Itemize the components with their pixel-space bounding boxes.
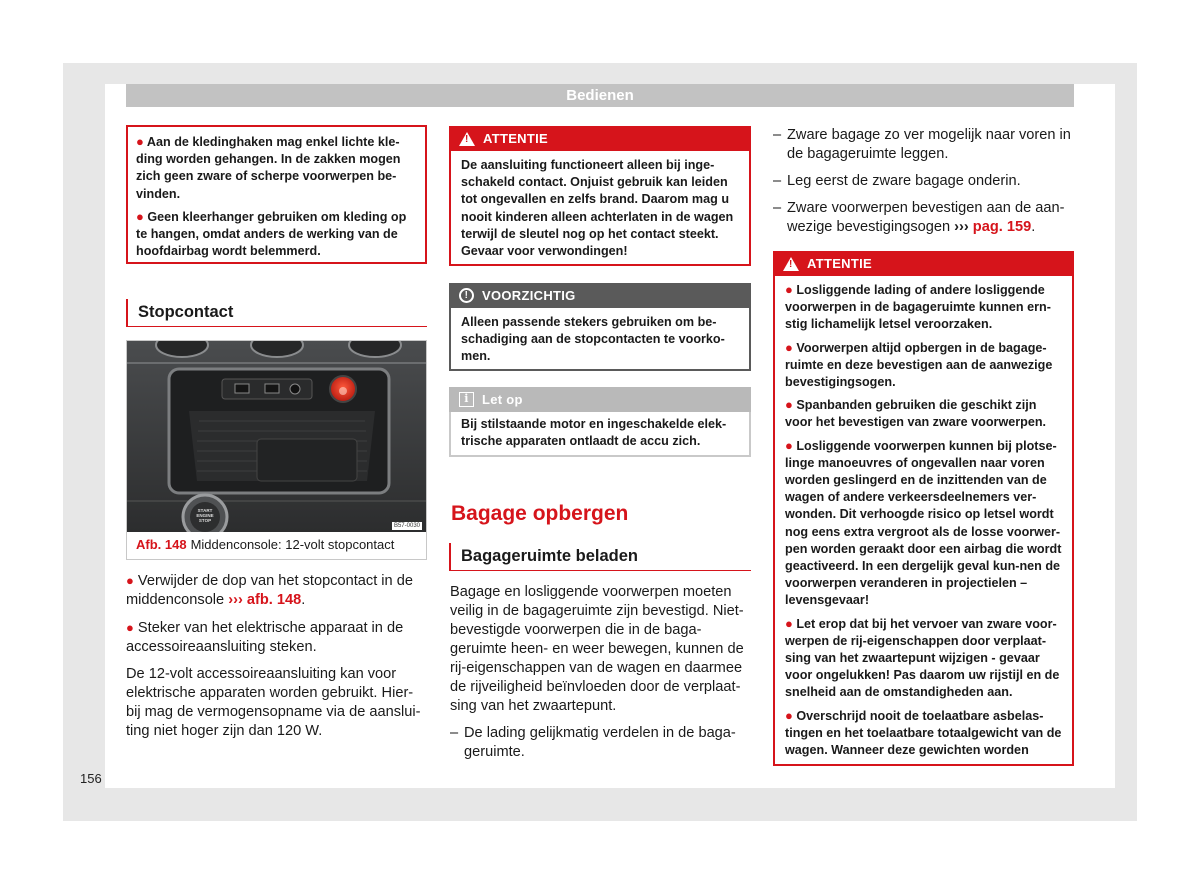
figure-label: Afb. 148 [136,537,187,552]
bullet-item: ● Overschrijd nooit de toelaatbare asbelas-tingen en het toelaatbare totaalgewicht van de wagen. Wanneer deze gewichten worden [785,707,1062,758]
attentie-body: De aansluiting functioneert alleen bij inge-schakeld contact. Onjuist gebruik kan leiden tot ongevallen en zelfs brand. Daarom mag u nooit kinderen alleen achterlaten in de wagen terwijl de sleutel nog op het contact steekt. Gevaar voor verwondingen! [461,158,734,259]
letop-box [449,387,751,457]
console-illustration [127,341,426,532]
bullet-dot-icon: ● [126,620,134,635]
bagage-dash-list [773,126,1074,237]
attentie-box-bagage [773,251,1074,766]
dash-marker: – [773,200,782,216]
warning-continuation-box [126,125,427,264]
bullet-dot-icon: ● [785,615,793,631]
body-paragraph: Bagage en losliggende voorwerpen moeten veilig in de bagageruimte zijn bevestigd. Niet-bevestigde voorwerpen die in de baga-geruimte heen- en weer bewegen, kunnen de rij-eigenschappen van de wagen en daarmee de rijveiligheid beïnvloeden door de verplaat-sing van het zwaartepunt. [450,584,744,714]
dash-item: – Leg eerst de zware bagage onderin. [773,173,1021,189]
bullet-item: ● Voorwerpen altijd opbergen in de bagage-ruimte en deze bevestigen aan de aanwezige bevestigingsogen. [785,339,1053,390]
page-reference-link[interactable]: ››› pag. 159 [954,219,1032,235]
page-number: 156 [80,771,102,786]
console-photo [127,341,426,532]
body-paragraph: De 12-volt accessoireaansluiting kan voor elektrische apparaten worden gebruikt. Hier-bij mag de vermogensopname via de aanslui-ting niet hoger zijn dan 120 W. [126,666,421,739]
bullet-item: ● Let erop dat bij het vervoer van zware voor-werpen de rij-eigenschappen door verplaat-sing van het zwaartepunt wijzigen - gevaar voor ongelukken! Pas daarom uw rijstijl en de snelheid aan de omstandigheden aan. [785,615,1060,700]
section-title-bagageruimte: Bagageruimte beladen [449,543,751,571]
attentie-box [449,126,751,266]
attentie-body [775,276,1072,765]
caution-circle-icon: ! [459,288,474,303]
bullet-item: ● Losliggende lading of andere losliggende voorwerpen in de bagageruimte kunnen ern-stig lichamelijk letsel veroorzaken. [785,282,1051,332]
step-item: ● Verwijder de dop van het stopcontact in de middenconsole ››› afb. 148. [126,573,413,608]
bullet-dot-icon: ● [785,437,793,453]
running-header: Bedienen [126,84,1074,107]
stopcontact-steps [126,571,427,749]
info-square-icon: i [459,392,474,407]
figure-caption-text: Middenconsole: 12-volt stopcontact [190,537,395,552]
warning-triangle-icon [783,257,799,271]
letop-header: i Let op [449,387,751,412]
chapter-title: Bagage opbergen [451,502,629,525]
figure-caption [136,537,394,553]
dash-item: – Zware voorwerpen bevestigen aan de aan-wezige bevestigingsogen ››› pag. 159. [773,200,1065,235]
bullet-item: ● Losliggende voorwerpen kunnen bij plotse-linge manoeuvres of ongevallen naar voren worden geslingerd en de inzittenden van de wagen of andere verkeersdeelnemers ver-wonden. Dit verhoogde risico op letsel wordt nog eens extra vergroot als de losse voorwer-pen worden geraakt door een airbag die wordt geactiveerd. In een dergelijk geval kun-nen de voorwerpen veranderen in projectielen – levensgevaar! [785,437,1062,608]
dash-item: – Zware bagage zo ver mogelijk naar voren in de bagageruimte leggen. [773,127,1071,162]
bagage-text [450,583,750,762]
bullet-item: ● Geen kleerhanger gebruiken om kleding op te hangen, omdat anders de werking van de hoofdairbag wordt belemmerd. [136,208,407,259]
bullet-dot-icon: ● [136,208,144,224]
bullet-dot-icon: ● [126,573,134,588]
bullet-dot-icon: ● [785,339,793,355]
letop-body: Bij stilstaande motor en ingeschakelde elek-trische apparaten ontlaadt de accu zich. [461,417,727,449]
figure-148 [126,340,427,560]
reference-arrow-icon: ››› [954,219,969,235]
figure-code: B57-0030 [393,523,420,529]
bullet-dot-icon: ● [136,134,144,149]
step-item: ● Steker van het elektrische apparaat in de accessoireaansluiting steken. [126,620,404,655]
dash-marker: – [773,173,782,189]
voorzichtig-body: Alleen passende stekers gebruiken om be-schadiging aan de stopcontacten te voorko-men. [461,315,725,364]
bullet-dot-icon: ● [785,397,793,413]
figure-reference-link[interactable]: ››› afb. 148 [228,592,302,608]
bullet-dot-icon: ● [785,282,793,297]
reference-arrow-icon: ››› [228,592,243,608]
dash-item: – De lading gelijkmatig verdelen in de baga-geruimte. [450,725,736,760]
bullet-item: ● Aan de kledinghaken mag enkel lichte kle-ding worden gehangen. In de zakken mogen zich geen zware of scherpe voorwerpen be-vinden. [136,134,401,201]
start-button-label: START ENGINE STOP [196,508,214,523]
voorzichtig-box [449,283,751,371]
warning-triangle-icon [459,132,475,146]
voorzichtig-header: ! VOORZICHTIG [449,283,751,308]
dash-marker: – [773,127,782,143]
section-title-stopcontact: Stopcontact [126,299,427,327]
attentie-header: ! ATTENTIE [449,126,751,151]
dash-marker: – [450,725,459,741]
attentie-header: ! ATTENTIE [773,251,1074,276]
bullet-item: ● Spanbanden gebruiken die geschikt zijn voor het bevestigen van zware voorwerpen. [785,397,1047,430]
bullet-dot-icon: ● [785,707,793,723]
